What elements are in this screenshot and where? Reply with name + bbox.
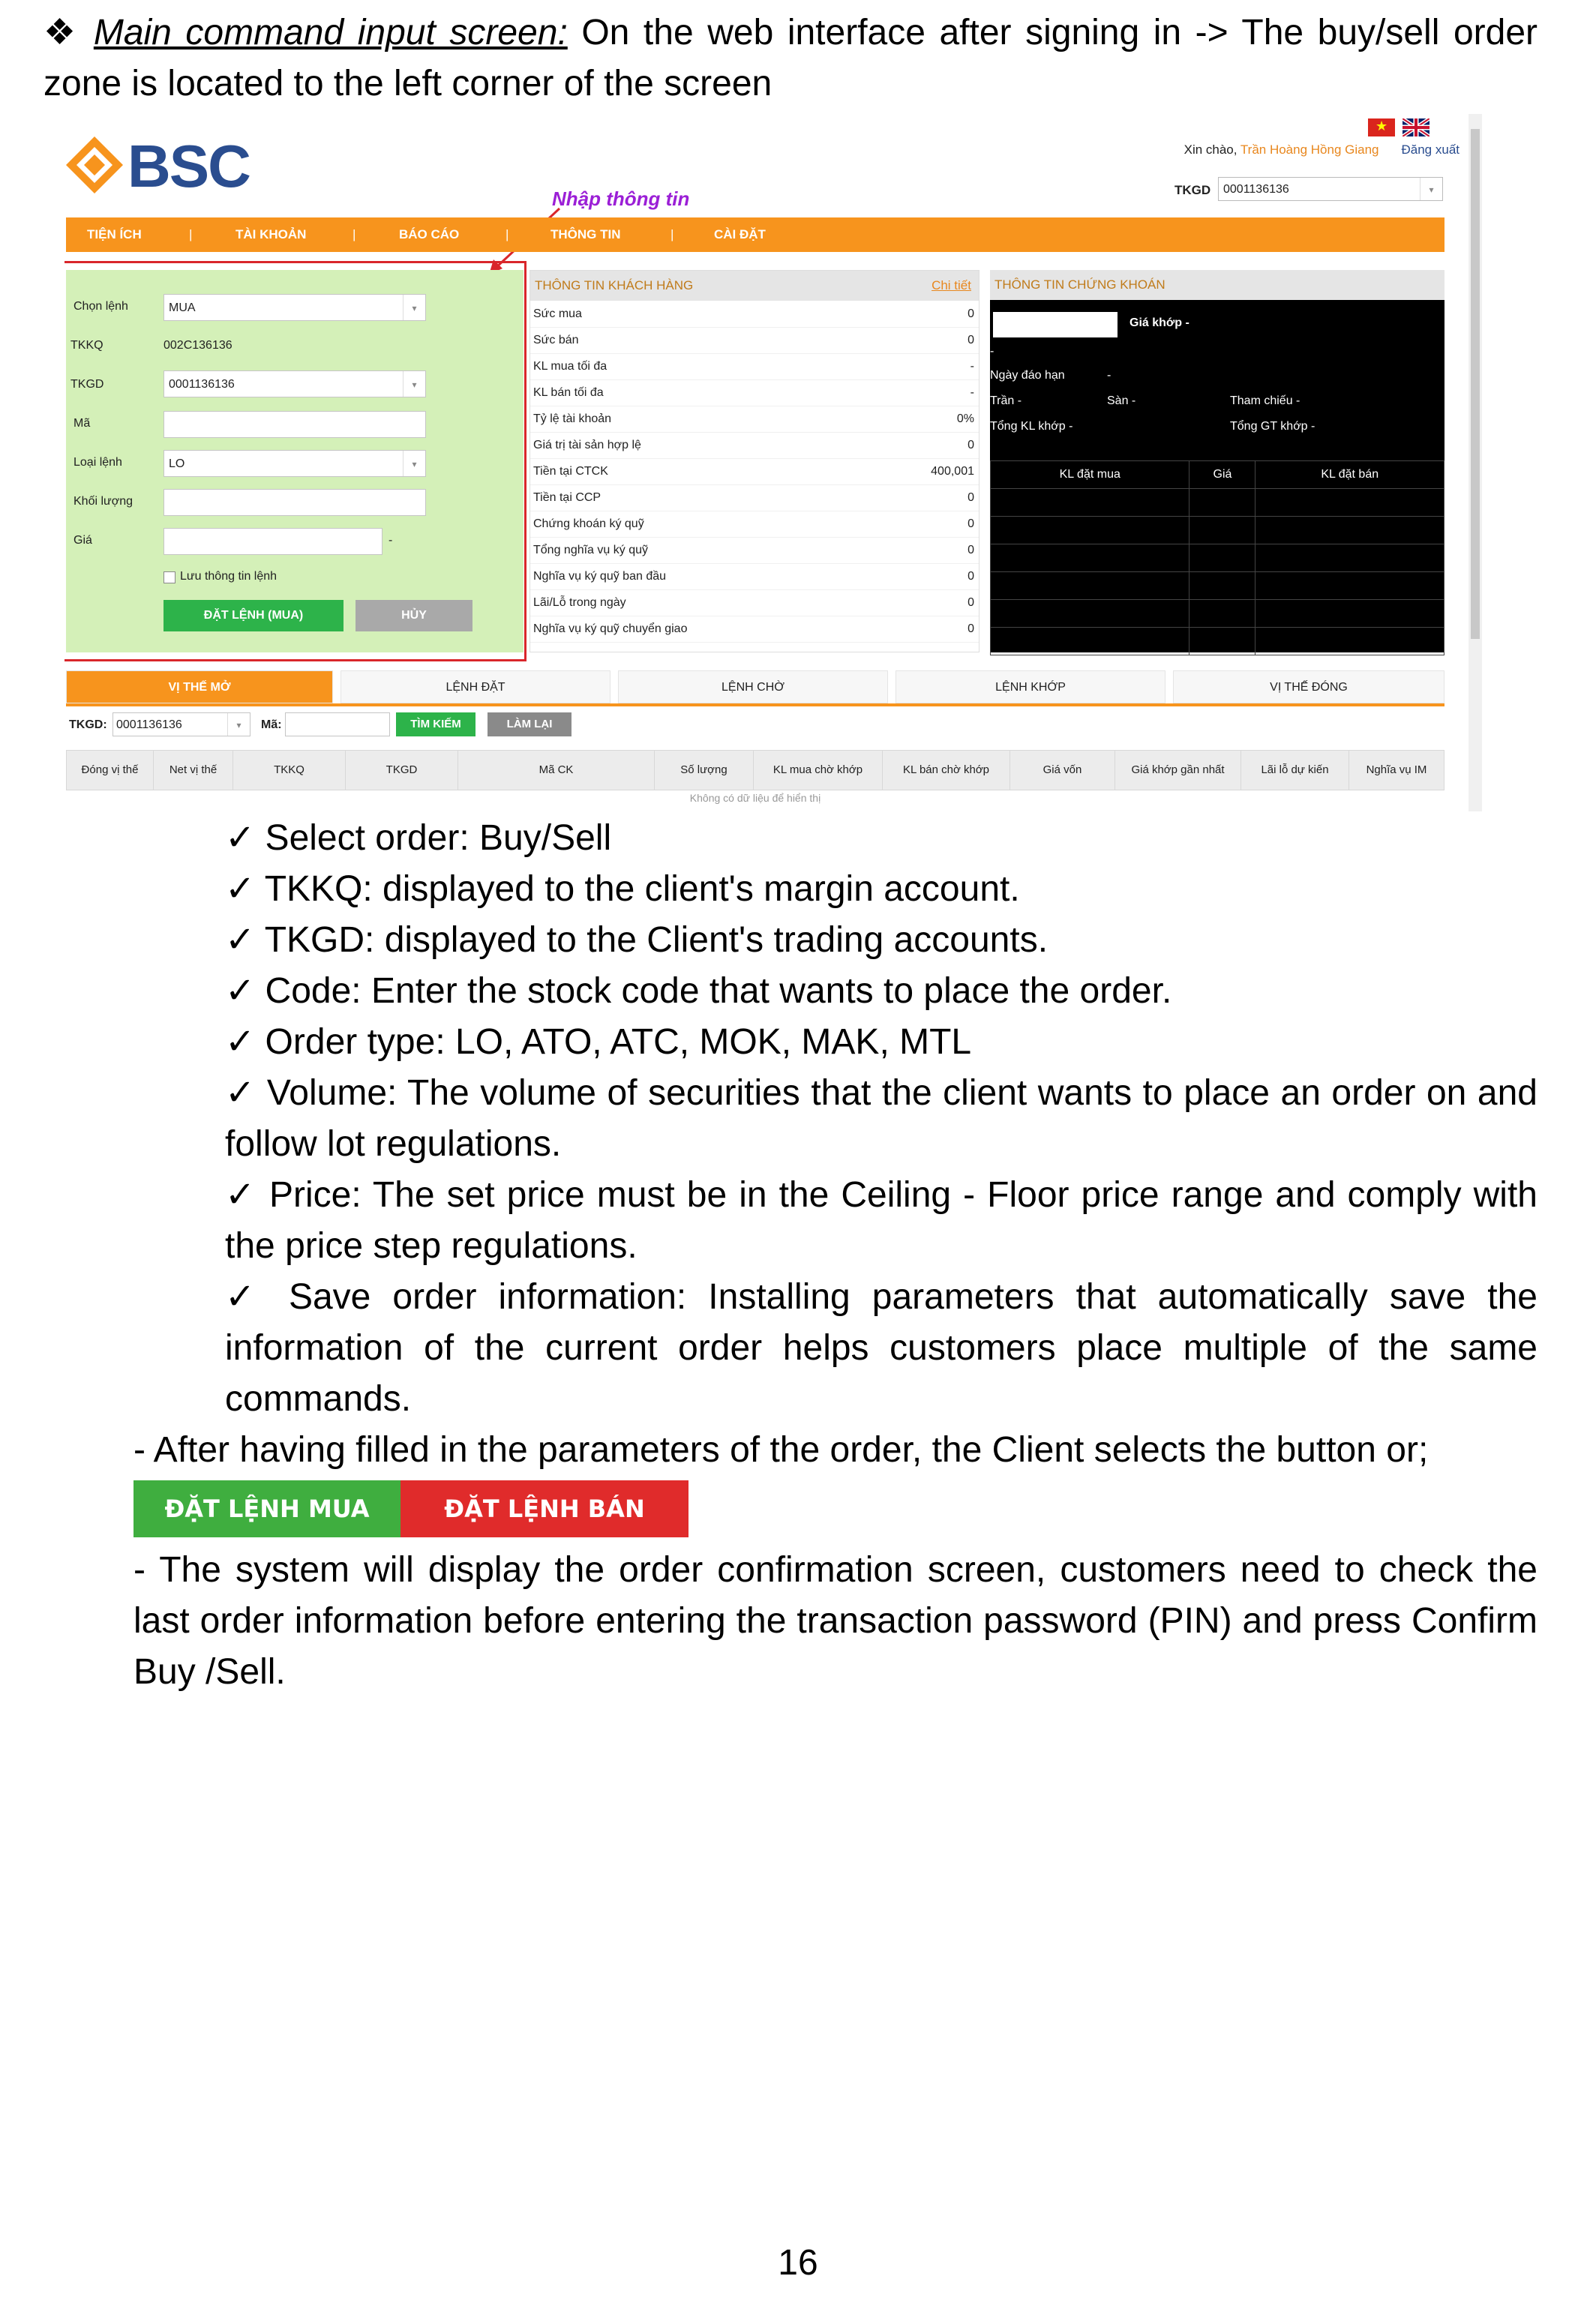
row-label: Nghĩa vụ ký quỹ chuyển giao bbox=[533, 622, 688, 635]
header-tkgd-label: TKGD bbox=[1174, 183, 1211, 197]
customer-info-row bbox=[530, 353, 979, 380]
col-so-luong: Số lượng bbox=[655, 751, 754, 790]
col-lai-lo-du-kien: Lãi lỗ dự kiến bbox=[1241, 751, 1349, 790]
customer-info-row bbox=[530, 563, 979, 590]
col-gia-von: Giá vốn bbox=[1010, 751, 1115, 790]
table-row bbox=[991, 600, 1444, 628]
customer-info-row bbox=[530, 484, 979, 511]
filter-tkgd-select[interactable] bbox=[112, 712, 250, 736]
greeting-prefix: Xin chào, bbox=[1184, 142, 1240, 157]
tkkq-label: TKKQ bbox=[70, 339, 104, 352]
table-row bbox=[991, 628, 1444, 655]
screenshot-scrollbar[interactable] bbox=[1468, 114, 1482, 811]
loai-lenh-value: LO bbox=[169, 457, 185, 470]
row-value: 0% bbox=[956, 412, 974, 425]
cancel-button[interactable]: HỦY bbox=[356, 600, 472, 631]
customer-info-panel bbox=[530, 270, 980, 652]
check-item: ✓ Volume: The volume of securities that the client wants to place an order on and follow lot regulations. bbox=[225, 1073, 1538, 1164]
row-label: Tỷ lệ tài khoản bbox=[533, 412, 612, 425]
menu-separator: | bbox=[670, 227, 674, 241]
check-item: ✓ TKKQ: displayed to the client's margin account. bbox=[225, 869, 1020, 909]
annotation-label: Nhập thông tin bbox=[552, 187, 690, 210]
detail-link[interactable]: Chi tiết bbox=[932, 278, 971, 292]
page-number: 16 bbox=[778, 2243, 818, 2283]
uk-flag-icon[interactable] bbox=[1402, 118, 1430, 136]
tab-vi-the-dong[interactable]: VỊ THẾ ĐÓNG bbox=[1173, 670, 1444, 703]
no-data-message: Không có dữ liệu để hiển thị bbox=[689, 792, 821, 804]
customer-info-title: THÔNG TIN KHÁCH HÀNG bbox=[535, 278, 694, 292]
grid-header-gia: Giá bbox=[1190, 461, 1256, 489]
positions-grid-header bbox=[66, 750, 1444, 790]
row-value: 0 bbox=[968, 570, 974, 583]
diamond-bullet-icon: ❖ bbox=[44, 13, 80, 52]
chevron-down-icon: ▾ bbox=[403, 451, 425, 476]
check-item: ✓ Code: Enter the stock code that wants to place the order. bbox=[225, 971, 1172, 1011]
chon-lenh-label: Chọn lệnh bbox=[74, 300, 128, 313]
customer-info-row bbox=[530, 589, 979, 616]
trading-screenshot bbox=[64, 114, 1482, 811]
position-tabs bbox=[66, 670, 1444, 703]
customer-info-row bbox=[530, 327, 979, 354]
check-item: ✓ Save order information: Installing parameters that automatically save the information of the current order helps customers place multiple of the same commands. bbox=[225, 1277, 1538, 1419]
menu-thong-tin[interactable]: THÔNG TIN bbox=[550, 227, 621, 241]
customer-info-row bbox=[530, 458, 979, 485]
col-tkgd: TKGD bbox=[346, 751, 458, 790]
buy-order-button[interactable]: ĐẶT LỆNH MUA bbox=[134, 1480, 400, 1537]
reset-button[interactable]: LÀM LẠI bbox=[488, 712, 572, 736]
san-label: Sàn - bbox=[1107, 394, 1136, 407]
bsc-logo-icon bbox=[64, 135, 124, 195]
row-label: Chứng khoán ký quỹ bbox=[533, 517, 644, 530]
col-nghia-vu-im: Nghĩa vụ IM bbox=[1366, 763, 1427, 776]
ngay-dao-han-label: Ngày đáo hạn bbox=[990, 369, 1065, 382]
ma-label: Mã bbox=[74, 417, 91, 430]
logout-link[interactable]: Đăng xuất bbox=[1401, 142, 1460, 157]
gia-khop-label: Giá khớp - bbox=[1130, 316, 1190, 329]
customer-info-row bbox=[530, 537, 979, 564]
row-value: 0 bbox=[968, 596, 974, 609]
intro-title: Main command input screen: bbox=[93, 13, 568, 52]
order-book-grid bbox=[990, 460, 1444, 655]
customer-info-row bbox=[530, 301, 979, 328]
highlight-box bbox=[64, 261, 526, 661]
tham-chieu-label: Tham chiếu - bbox=[1230, 394, 1300, 407]
tkgd-value: 0001136136 bbox=[169, 378, 235, 391]
row-label: Tiền tại CCP bbox=[533, 491, 602, 504]
filter-ma-input[interactable] bbox=[285, 712, 390, 736]
col-gia-khop-gan-nhat: Giá khớp gần nhất bbox=[1115, 751, 1241, 790]
after-text: - After having filled in the parameters of the order, the Client selects the button or; bbox=[134, 1430, 1429, 1470]
row-label: Tổng nghĩa vụ ký quỹ bbox=[533, 544, 648, 556]
table-row bbox=[991, 572, 1444, 600]
ngay-dao-han-value: - bbox=[1107, 369, 1112, 382]
chon-lenh-value: MUA bbox=[169, 301, 196, 314]
filter-tkgd-label: TKGD: bbox=[69, 718, 107, 731]
customer-info-row bbox=[530, 616, 979, 643]
header-tkgd-select[interactable] bbox=[1218, 177, 1443, 201]
row-label: KL mua tối đa bbox=[533, 360, 608, 373]
table-row bbox=[991, 489, 1444, 517]
check-item: ✓ TKGD: displayed to the Client's trading accounts. bbox=[225, 920, 1048, 960]
customer-info-row bbox=[530, 511, 979, 538]
menu-separator: | bbox=[506, 227, 509, 241]
chevron-down-icon: ▾ bbox=[1420, 178, 1442, 200]
row-value: - bbox=[970, 360, 974, 373]
chevron-down-icon: ▾ bbox=[227, 713, 250, 736]
menu-separator: | bbox=[189, 227, 193, 241]
stock-info-title: THÔNG TIN CHỨNG KHOÁN bbox=[994, 277, 1166, 292]
logo-text: BSC bbox=[128, 133, 250, 199]
row-value: 400,001 bbox=[931, 465, 974, 478]
tkkq-value: 002C136136 bbox=[164, 339, 232, 352]
filter-tkgd-value: 0001136136 bbox=[116, 718, 182, 731]
row-value: 0 bbox=[968, 334, 974, 346]
intro-text: On the web interface after signing in -> The buy/sell order zone is located to the left corner of the screen bbox=[44, 13, 1538, 103]
row-value: 0 bbox=[968, 439, 974, 451]
menu-cai-dat[interactable]: CÀI ĐẶT bbox=[714, 227, 766, 241]
row-value: 0 bbox=[968, 544, 974, 556]
search-button[interactable]: TÌM KIẾM bbox=[396, 712, 476, 736]
intro-paragraph bbox=[44, 7, 1538, 109]
tab-vi-the-mo[interactable]: VỊ THẾ MỞ bbox=[66, 670, 333, 703]
row-label: KL bán tối đa bbox=[533, 386, 604, 399]
col-net-vi-the: Net vị thế bbox=[154, 751, 233, 790]
user-name: Trần Hoàng Hồng Giang bbox=[1240, 142, 1379, 157]
row-value: - bbox=[970, 386, 974, 399]
stock-code-input[interactable] bbox=[993, 312, 1118, 337]
customer-info-row bbox=[530, 432, 979, 459]
row-value: 0 bbox=[968, 491, 974, 504]
row-value: 0 bbox=[968, 517, 974, 530]
tab-lenh-cho[interactable]: LỆNH CHỜ bbox=[618, 670, 888, 703]
tong-gt-khop-label: Tổng GT khớp - bbox=[1230, 420, 1316, 433]
row-label: Giá trị tài sản hợp lệ bbox=[533, 439, 641, 451]
tab-lenh-dat[interactable]: LỆNH ĐẶT bbox=[340, 670, 610, 703]
confirm-text: - The system will display the order confirmation screen, customers need to check the last order information before entering the transaction password (PIN) and press Confirm Buy /Sell. bbox=[134, 1550, 1538, 1692]
stock-info-header bbox=[990, 270, 1444, 300]
row-value: 0 bbox=[968, 622, 974, 635]
menu-bao-cao[interactable]: BÁO CÁO bbox=[399, 227, 460, 241]
menu-tai-khoan[interactable]: TÀI KHOẢN bbox=[236, 227, 307, 241]
submit-buy-order-button[interactable]: ĐẶT LỆNH (MUA) bbox=[164, 600, 344, 631]
grid-header-kl-ban: KL đặt bán bbox=[1256, 461, 1444, 489]
chevron-down-icon: ▾ bbox=[403, 295, 425, 320]
col-kl-mua-cho-khop: KL mua chờ khớp bbox=[754, 751, 883, 790]
customer-info-header bbox=[530, 271, 979, 301]
row-label: Sức mua bbox=[533, 307, 582, 320]
gia-dash: - bbox=[388, 534, 393, 547]
vietnam-flag-icon[interactable] bbox=[1368, 118, 1395, 136]
row-label: Tiền tại CTCK bbox=[533, 465, 608, 478]
check-item: ✓ Order type: LO, ATO, ATC, MOK, MAK, MTL bbox=[225, 1022, 972, 1062]
col-tkkq: TKKQ bbox=[233, 751, 346, 790]
tong-kl-khop-label: Tổng KL khớp - bbox=[990, 420, 1073, 433]
col-kl-ban-cho-khop: KL bán chờ khớp bbox=[883, 751, 1010, 790]
grid-header-kl-mua: KL đặt mua bbox=[991, 461, 1190, 489]
scrollbar-thumb[interactable] bbox=[1471, 129, 1480, 639]
save-order-label: Lưu thông tin lệnh bbox=[180, 570, 278, 583]
row-value: 0 bbox=[968, 307, 974, 320]
filter-bar bbox=[66, 706, 1444, 745]
greeting bbox=[1184, 142, 1460, 157]
filter-ma-label: Mã: bbox=[261, 718, 282, 731]
col-dong-vi-the: Đóng vị thế bbox=[67, 751, 154, 790]
col-ma-ck: Mã CK bbox=[458, 751, 655, 790]
table-row bbox=[991, 544, 1444, 572]
header-tkgd-value: 0001136136 bbox=[1223, 183, 1289, 196]
loai-lenh-label: Loại lệnh bbox=[74, 456, 122, 469]
menu-tien-ich[interactable]: TIỆN ÍCH bbox=[87, 227, 142, 241]
sell-order-button[interactable]: ĐẶT LỆNH BÁN bbox=[400, 1480, 688, 1537]
row-label: Lãi/Lỗ trong ngày bbox=[533, 596, 626, 609]
stock-info-panel bbox=[990, 270, 1444, 652]
gia-label: Giá bbox=[74, 534, 92, 547]
customer-info-row bbox=[530, 406, 979, 433]
table-row bbox=[991, 517, 1444, 544]
check-item: ✓ Select order: Buy/Sell bbox=[225, 818, 612, 858]
tkgd-label: TKGD bbox=[70, 378, 104, 391]
row-label: Sức bán bbox=[533, 334, 579, 346]
row-label: Nghĩa vụ ký quỹ ban đầu bbox=[533, 570, 667, 583]
tran-label: Trần - bbox=[990, 394, 1022, 407]
main-menu bbox=[66, 217, 1444, 252]
chevron-down-icon: ▾ bbox=[403, 371, 425, 397]
menu-separator: | bbox=[352, 227, 356, 241]
tab-lenh-khop[interactable]: LỆNH KHỚP bbox=[896, 670, 1166, 703]
stock-dash: - bbox=[990, 345, 994, 358]
khoi-luong-label: Khối lượng bbox=[74, 495, 134, 508]
check-item: ✓ Price: The set price must be in the Ceiling - Floor price range and comply with the price step regulations. bbox=[225, 1175, 1538, 1266]
customer-info-row bbox=[530, 379, 979, 406]
